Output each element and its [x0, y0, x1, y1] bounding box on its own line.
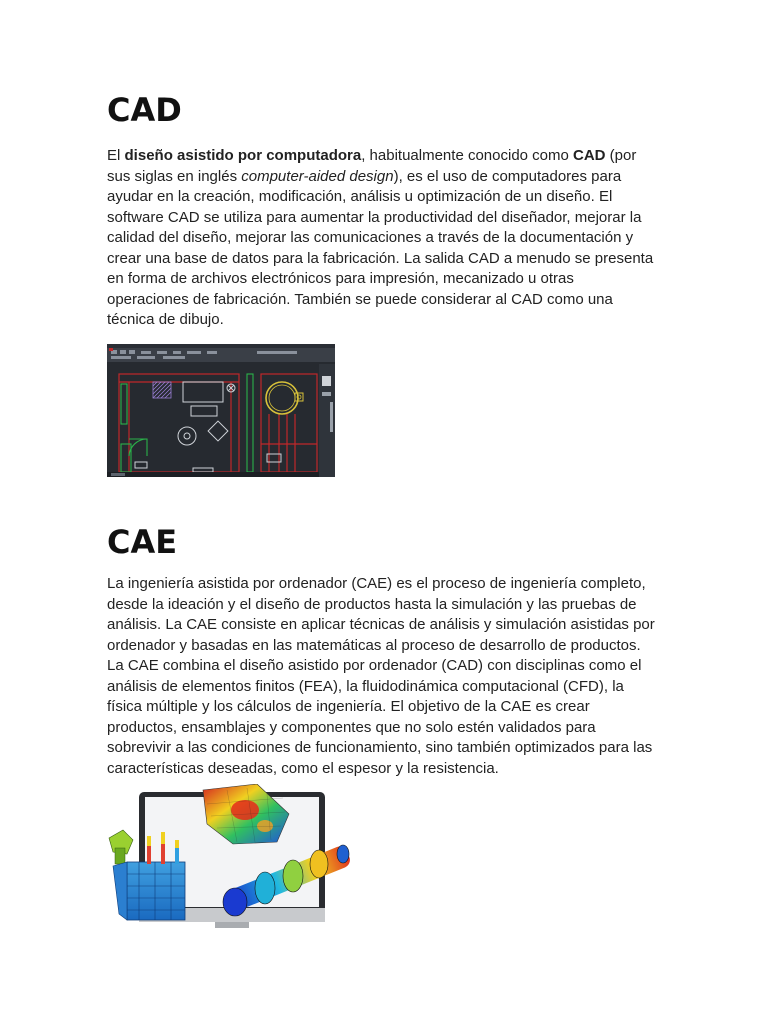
bold-acronym: CAD	[573, 147, 606, 164]
section-title-cad: CAD	[107, 91, 182, 129]
text-run: ), es el uso de computadores para ayudar en la creación, modificación, análisis u optimización de un diseño. El software CAD se utiliza para aumentar la productividad del diseñador, mejorar la calidad del diseño, mejorar las comunicaciones a través de la documentación y crear una base de datos para la fabricación. La salida CAD a menudo se presenta en forma de archivos electrónicos para impresión, mecanizado u otras operaciones de fabricación. También se puede considerar al CAD como una técnica de dibujo.	[107, 167, 654, 328]
cae-simulation-monitor	[107, 784, 355, 932]
section-paragraph-cae: La ingeniería asistida por ordenador (CAE) es el proceso de ingeniería completo, desde la ideación y el diseño de productos hasta la simulación y las pruebas de análisis. La CAE consiste en aplicar técnicas de análisis y simulación asistidas por ordenador y basadas en las matemáticas al proceso de desarrollo de productos. La CAE combina el diseño asistido por ordenador (CAD) con disciplinas como el análisis de elementos finitos (FEA), la fluidodinámica computacional (CFD), la física múltiple y los cálculos de ingeniería. El objetivo de la CAE es crear productos, ensamblajes y componentes que no solo estén validados para sobrevivir a las condiciones de funcionamiento, sino también optimizados para las características deseadas, como el espesor y la resistencia.	[107, 575, 655, 777]
cad-software-screenshot	[107, 344, 335, 477]
bold-term: diseño asistido por computadora	[124, 147, 362, 164]
section-paragraph-cad	[107, 146, 659, 331]
text-run: El	[107, 147, 125, 164]
text-run: , habitualmente conocido como	[361, 147, 574, 164]
text-run: (por sus siglas en inglés	[107, 147, 637, 185]
italic-term: computer-aided design	[241, 167, 394, 185]
section-title-cae: CAE	[107, 523, 178, 561]
